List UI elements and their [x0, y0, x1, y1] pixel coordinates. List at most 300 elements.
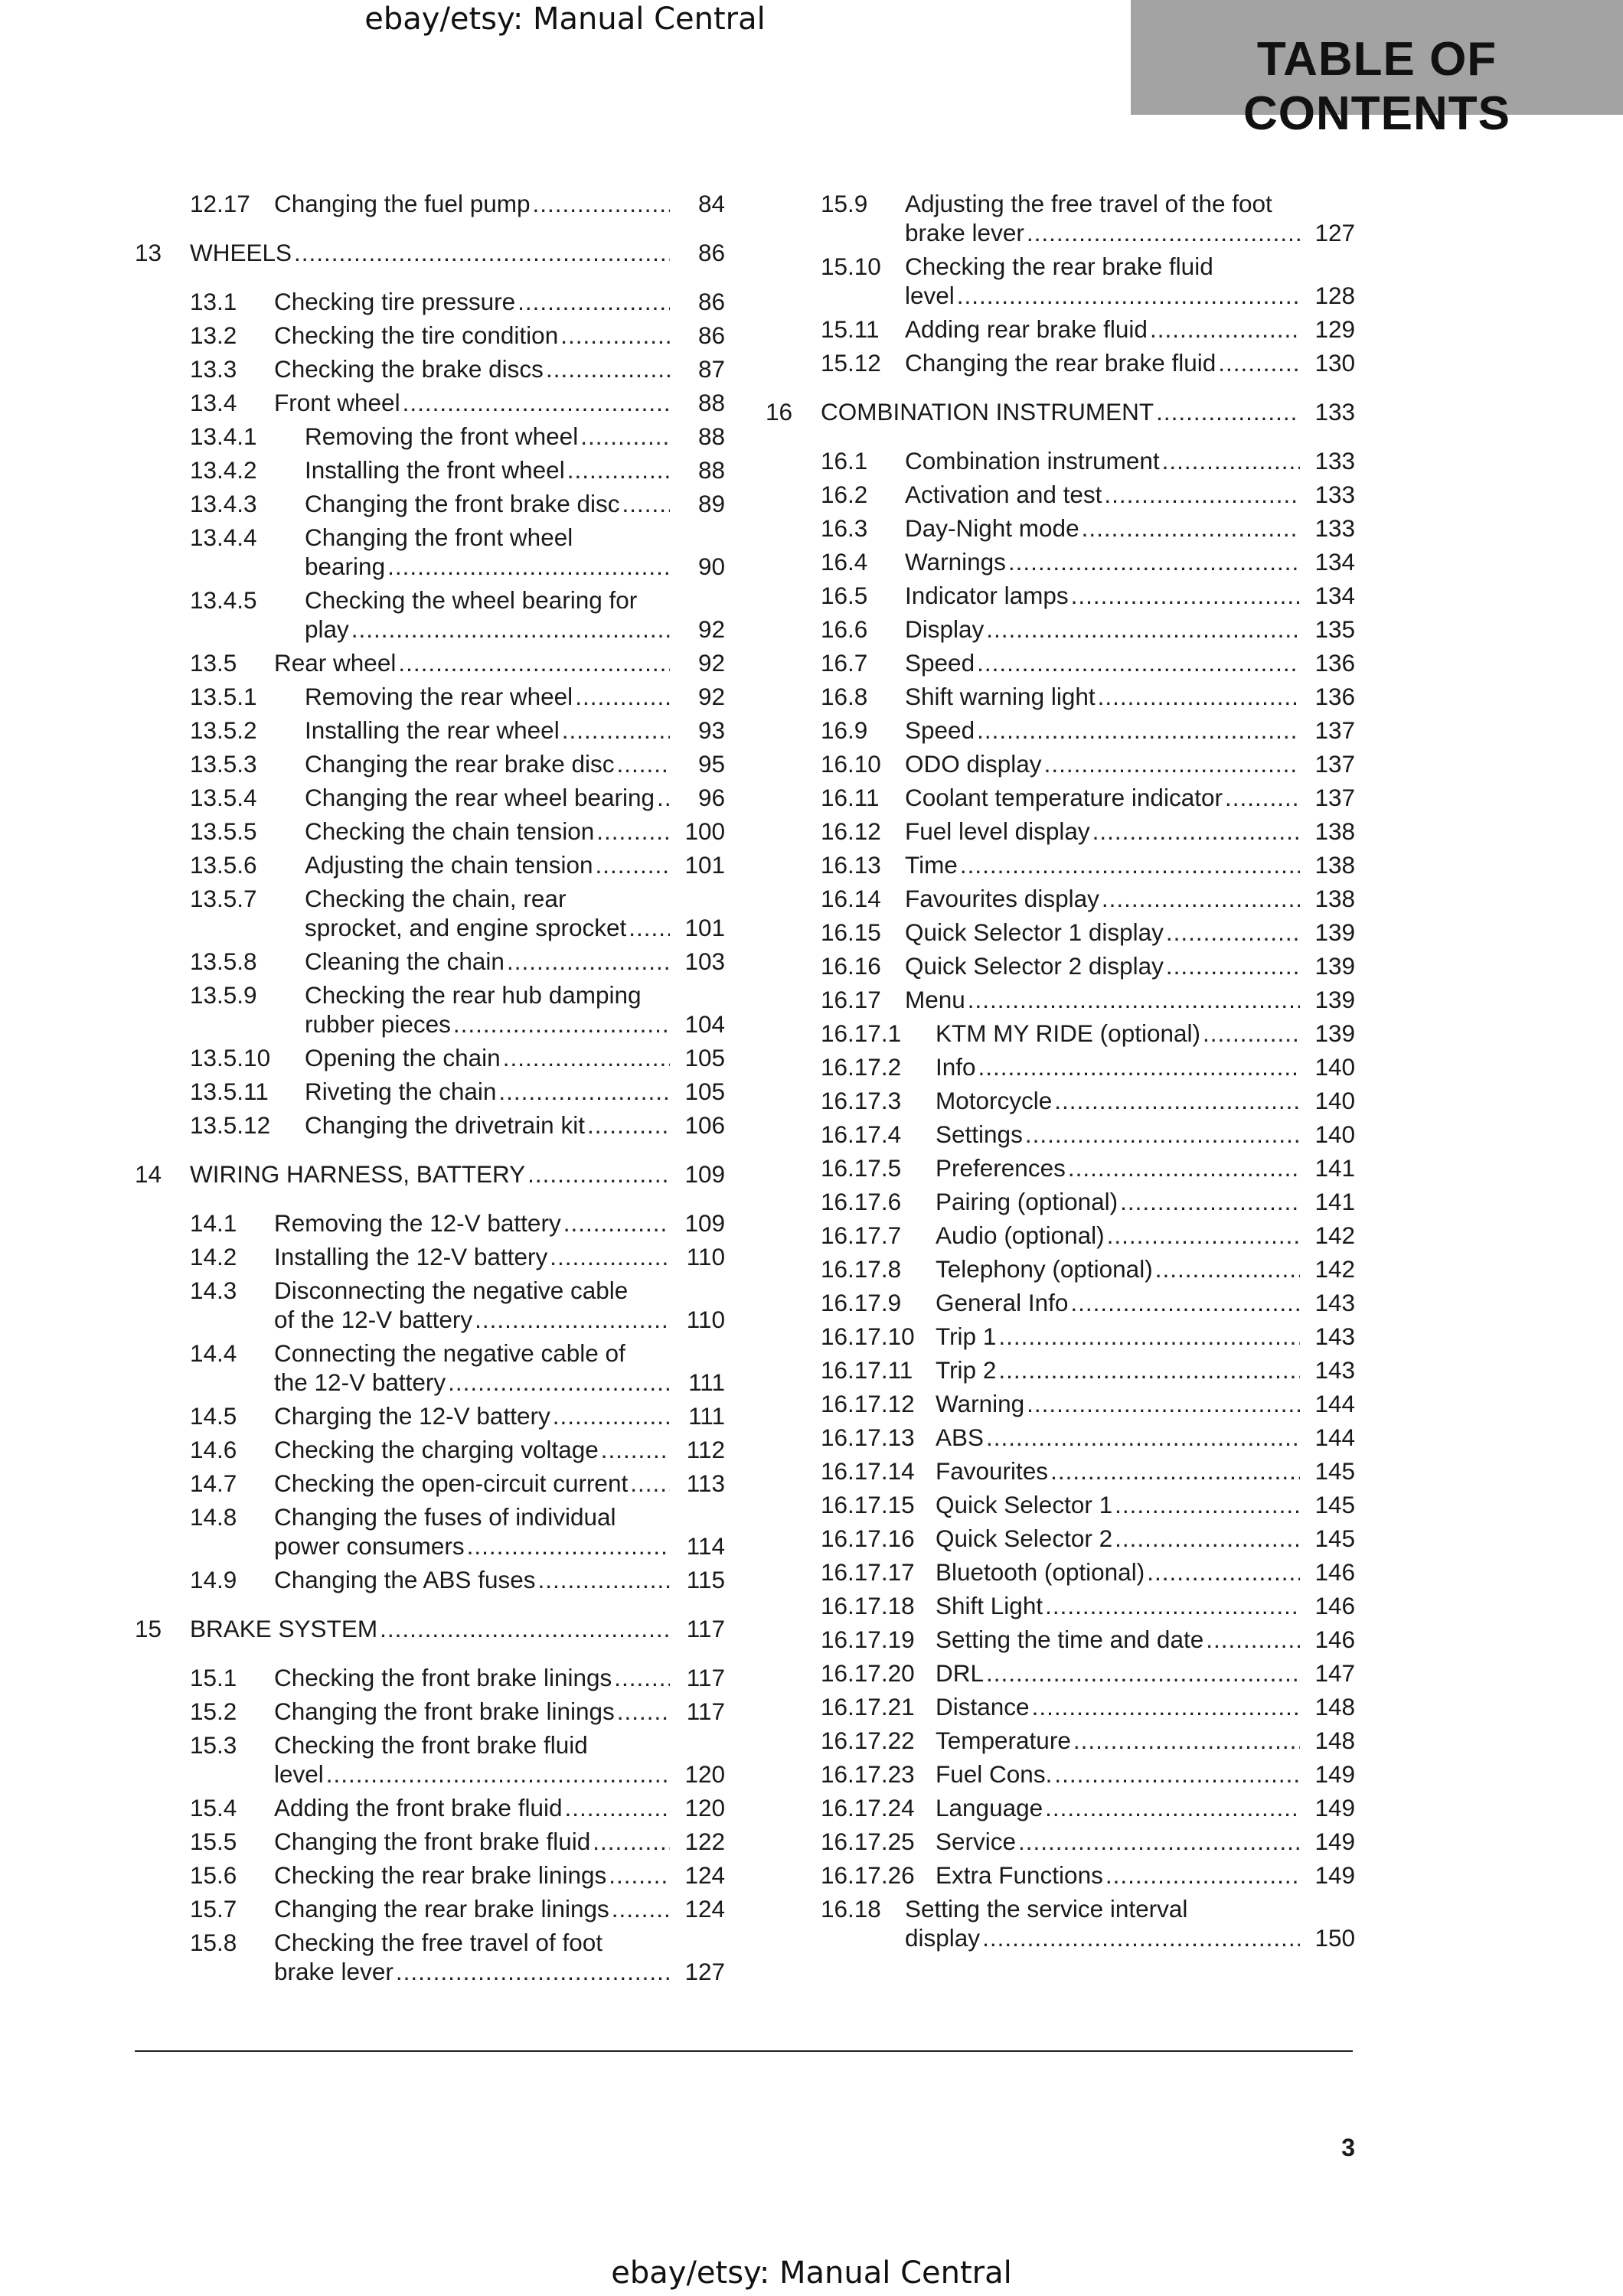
- dot-leader: [622, 487, 671, 520]
- toc-entry[interactable]: [766, 1858, 1355, 1892]
- toc-page-number: 105: [684, 1078, 725, 1105]
- dot-leader: [593, 1825, 670, 1858]
- toc-number: 16.17.14: [821, 1457, 915, 1485]
- toc-page-number: 145: [1314, 1525, 1355, 1552]
- dot-leader: [1032, 1690, 1300, 1724]
- toc-number: 13.5.8: [190, 947, 257, 975]
- dot-leader: [1027, 1387, 1300, 1420]
- toc-entry[interactable]: [135, 352, 725, 386]
- toc-title-continued: level: [274, 1760, 324, 1788]
- dot-leader: [507, 944, 670, 978]
- dot-leader: [1104, 478, 1300, 511]
- dot-leader: [596, 848, 670, 882]
- toc-entry[interactable]: [766, 312, 1355, 346]
- dot-leader: [1203, 1016, 1300, 1050]
- toc-number: 16.17.24: [821, 1794, 915, 1821]
- toc-leader-line: [305, 453, 725, 487]
- toc-number: 16.17.23: [821, 1760, 915, 1788]
- toc-number: 16.17.7: [821, 1221, 902, 1249]
- toc-leader-line: [936, 1117, 1355, 1151]
- toc-entry[interactable]: [135, 646, 725, 680]
- toc-number: 16.8: [821, 683, 868, 710]
- toc-entry[interactable]: [766, 249, 1355, 312]
- toc-number: 16.17.22: [821, 1727, 915, 1754]
- page-number: 3: [1341, 2134, 1355, 2161]
- dot-leader: [1107, 1218, 1300, 1252]
- toc-title: Shift warning light: [905, 683, 1096, 710]
- toc-entry[interactable]: [766, 1623, 1355, 1656]
- dot-leader: [612, 1892, 670, 1926]
- toc-leader-line: [905, 579, 1355, 612]
- dot-leader: [467, 1529, 670, 1563]
- toc-leader-line: [936, 1724, 1355, 1757]
- toc-title: Changing the rear brake linings: [274, 1895, 609, 1923]
- watermark-top: ebay/etsy: Manual Central: [364, 2, 766, 37]
- toc-entry[interactable]: [135, 781, 725, 814]
- toc-number: 14.4: [190, 1339, 237, 1367]
- toc-number: 16.17.13: [821, 1424, 915, 1451]
- dot-leader: [1044, 747, 1300, 781]
- toc-number: 13.5.2: [190, 716, 257, 744]
- toc-entry[interactable]: [766, 1252, 1355, 1286]
- toc-left-column: [135, 187, 725, 1988]
- toc-entry[interactable]: [766, 1825, 1355, 1858]
- toc-entry[interactable]: [766, 1319, 1355, 1353]
- dot-leader: [982, 1921, 1300, 1955]
- toc-entry[interactable]: [766, 1589, 1355, 1623]
- toc-leader-line: [821, 395, 1355, 429]
- toc-leader-line: [936, 1319, 1355, 1353]
- toc-title-continued: play: [305, 615, 349, 643]
- toc-entry[interactable]: [766, 882, 1355, 915]
- toc-page-number: 140: [1314, 1120, 1355, 1148]
- toc-number: 16.17: [821, 986, 881, 1013]
- toc-entry[interactable]: [766, 1757, 1355, 1791]
- toc-entry[interactable]: [135, 978, 725, 1041]
- toc-page-number: 110: [686, 1243, 725, 1270]
- toc-entry[interactable]: [766, 747, 1355, 781]
- toc-chapter[interactable]: [766, 395, 1355, 429]
- toc-title: Removing the front wheel: [305, 422, 579, 450]
- toc-leader-line: [936, 1825, 1355, 1858]
- dot-leader: [977, 713, 1300, 747]
- toc-title: Checking the chain, rear: [305, 885, 567, 912]
- toc-entry[interactable]: [135, 520, 725, 583]
- toc-entry[interactable]: [766, 1724, 1355, 1757]
- toc-page-number: 120: [684, 1794, 725, 1821]
- toc-entry[interactable]: [135, 814, 725, 848]
- toc-title: BRAKE SYSTEM: [190, 1615, 378, 1642]
- toc-page-number: 86: [697, 288, 725, 315]
- toc-leader-line: [905, 279, 1355, 312]
- toc-entry[interactable]: [135, 487, 725, 520]
- toc-entry[interactable]: [135, 318, 725, 352]
- toc-entry[interactable]: [766, 545, 1355, 579]
- toc-title-continued: rubber pieces: [305, 1010, 451, 1038]
- dot-leader: [601, 1433, 670, 1466]
- dot-leader: [1071, 579, 1300, 612]
- toc-entry[interactable]: [766, 1488, 1355, 1521]
- toc-leader-line: [305, 781, 725, 814]
- toc-page-number: 146: [1314, 1558, 1355, 1586]
- dot-leader: [657, 781, 670, 814]
- toc-entry[interactable]: [135, 1661, 725, 1694]
- dot-leader: [580, 419, 670, 453]
- toc-leader-line: [274, 1529, 725, 1563]
- dot-leader: [1115, 1521, 1300, 1555]
- toc-leader-line: [936, 1252, 1355, 1286]
- toc-title: Preferences: [936, 1154, 1066, 1182]
- toc-page-number: 111: [688, 1368, 725, 1396]
- toc-page-number: 147: [1314, 1659, 1355, 1687]
- dot-leader: [1025, 1117, 1300, 1151]
- toc-title: Activation and test: [905, 481, 1102, 508]
- toc-page-number: 136: [1314, 683, 1355, 710]
- toc-entry[interactable]: [135, 1075, 725, 1108]
- dot-leader: [563, 1206, 670, 1240]
- toc-entry[interactable]: [766, 444, 1355, 478]
- toc-entry[interactable]: [135, 747, 725, 781]
- toc-title: Installing the 12-V battery: [274, 1243, 548, 1270]
- toc-leader-line: [905, 680, 1355, 713]
- toc-page-number: 84: [697, 190, 725, 217]
- toc-leader-line: [274, 1303, 725, 1336]
- toc-title: Setting the service interval: [905, 1895, 1188, 1923]
- toc-page-number: 92: [697, 615, 725, 643]
- dot-leader: [986, 1656, 1300, 1690]
- toc-title: Coolant temperature indicator: [905, 784, 1223, 811]
- toc-title: Checking the open-circuit current: [274, 1469, 629, 1497]
- toc-entry[interactable]: [135, 1336, 725, 1399]
- toc-leader-line: [905, 545, 1355, 579]
- dot-leader: [560, 318, 670, 352]
- toc-number: 15.12: [821, 349, 881, 377]
- toc-leader-line: [190, 236, 725, 269]
- toc-page-number: 103: [684, 947, 725, 975]
- toc-entry[interactable]: [135, 419, 725, 453]
- toc-entry[interactable]: [135, 1694, 725, 1728]
- toc-entry[interactable]: [766, 1050, 1355, 1084]
- toc-entry[interactable]: [766, 680, 1355, 713]
- toc-number: 13.4: [190, 389, 237, 416]
- dot-leader: [562, 713, 670, 747]
- toc-leader-line: [305, 1041, 725, 1075]
- toc-page-number: 134: [1314, 548, 1355, 576]
- toc-entry[interactable]: [135, 944, 725, 978]
- toc-chapter[interactable]: [135, 1612, 725, 1645]
- toc-number: 16.17.3: [821, 1087, 902, 1114]
- toc-entry[interactable]: [766, 915, 1355, 949]
- toc-entry[interactable]: [135, 1825, 725, 1858]
- toc-entry[interactable]: [135, 1041, 725, 1075]
- toc-entry[interactable]: [135, 1926, 725, 1988]
- dot-leader: [553, 1399, 670, 1433]
- toc-entry[interactable]: [766, 1185, 1355, 1218]
- dot-leader: [629, 911, 670, 944]
- toc-entry[interactable]: [766, 1555, 1355, 1589]
- toc-title-continued: sprocket, and engine sprocket: [305, 914, 627, 941]
- toc-page-number: 88: [697, 422, 725, 450]
- toc-title: Adding the front brake fluid: [274, 1794, 563, 1821]
- toc-page-number: 137: [1314, 784, 1355, 811]
- dot-leader: [1155, 1252, 1300, 1286]
- toc-page-number: 142: [1314, 1255, 1355, 1283]
- toc-entry[interactable]: [135, 848, 725, 882]
- toc-title: Display: [905, 615, 985, 643]
- toc-entry[interactable]: [766, 1151, 1355, 1185]
- toc-chapter[interactable]: [135, 1157, 725, 1191]
- toc-leader-line: [936, 1387, 1355, 1420]
- toc-title: Quick Selector 2 display: [905, 952, 1164, 980]
- toc-entry[interactable]: [135, 1206, 725, 1240]
- dot-leader: [1045, 1589, 1300, 1623]
- toc-entry[interactable]: [135, 1399, 725, 1433]
- toc-page-number: 120: [684, 1760, 725, 1788]
- toc-entry[interactable]: [766, 1791, 1355, 1825]
- toc-number: 13.5: [190, 649, 237, 677]
- toc-entry[interactable]: [135, 1466, 725, 1500]
- toc-leader-line: [905, 814, 1355, 848]
- toc-entry[interactable]: [766, 1353, 1355, 1387]
- toc-number: 13.2: [190, 321, 237, 349]
- toc-number: 16.17.2: [821, 1053, 902, 1081]
- toc-number: 16.17.11: [821, 1356, 913, 1384]
- dot-leader: [1162, 444, 1300, 478]
- toc-entry[interactable]: [135, 386, 725, 419]
- toc-entry[interactable]: [766, 781, 1355, 814]
- toc-entry[interactable]: [766, 612, 1355, 646]
- toc-entry[interactable]: [135, 1892, 725, 1926]
- toc-right-column: [766, 187, 1355, 1955]
- toc-entry[interactable]: [766, 1084, 1355, 1117]
- toc-entry[interactable]: [135, 713, 725, 747]
- toc-page-number: 128: [1314, 282, 1355, 309]
- dot-leader: [527, 1157, 670, 1191]
- toc-page-number: 124: [684, 1861, 725, 1889]
- dot-leader: [387, 550, 670, 583]
- dot-leader: [1115, 1488, 1300, 1521]
- toc-entry[interactable]: [766, 814, 1355, 848]
- toc-page-number: 109: [684, 1160, 725, 1188]
- toc-entry[interactable]: [135, 583, 725, 646]
- toc-number: 16.17.26: [821, 1861, 915, 1889]
- toc-entry[interactable]: [766, 1387, 1355, 1420]
- toc-leader-line: [274, 1399, 725, 1433]
- toc-number: 15.8: [190, 1929, 237, 1956]
- toc-title: Info: [936, 1053, 976, 1081]
- toc-entry[interactable]: [766, 1521, 1355, 1555]
- toc-entry[interactable]: [135, 1500, 725, 1563]
- toc-page-number: 117: [686, 1615, 725, 1642]
- dot-leader: [498, 1075, 670, 1108]
- toc-page-number: 139: [1314, 1019, 1355, 1047]
- toc-number: 13.1: [190, 288, 237, 315]
- dot-leader: [1150, 312, 1300, 346]
- toc-leader-line: [936, 1016, 1355, 1050]
- dot-leader: [1120, 1185, 1300, 1218]
- dot-leader: [978, 1050, 1300, 1084]
- toc-title: Quick Selector 1: [936, 1491, 1113, 1518]
- toc-page-number: 145: [1314, 1491, 1355, 1518]
- toc-page-number: 137: [1314, 716, 1355, 744]
- toc-page-number: 115: [686, 1566, 725, 1593]
- toc-page-number: 149: [1314, 1760, 1355, 1788]
- toc-number: 14.3: [190, 1277, 237, 1304]
- toc-title-continued: level: [905, 282, 955, 309]
- toc-leader-line: [305, 612, 725, 646]
- toc-entry[interactable]: [766, 1656, 1355, 1690]
- dot-leader: [403, 386, 670, 419]
- toc-leader-line: [905, 747, 1355, 781]
- toc-number: 16.17.19: [821, 1626, 915, 1653]
- toc-leader-line: [936, 1454, 1355, 1488]
- page-title: TABLE OF CONTENTS: [1243, 33, 1510, 140]
- toc-page-number: 124: [684, 1895, 725, 1923]
- toc-title: Checking the rear brake fluid: [905, 253, 1213, 280]
- toc-leader-line: [274, 318, 725, 352]
- toc-number: 15.4: [190, 1794, 237, 1821]
- toc-number: 13.4.5: [190, 586, 257, 614]
- dot-leader: [448, 1365, 670, 1399]
- toc-title: Riveting the chain: [305, 1078, 497, 1105]
- toc-chapter[interactable]: [135, 236, 725, 269]
- toc-entry[interactable]: [766, 511, 1355, 545]
- dot-leader: [617, 1694, 670, 1728]
- toc-page-number: 150: [1314, 1924, 1355, 1952]
- toc-entry[interactable]: [766, 949, 1355, 983]
- dot-leader: [1054, 1757, 1300, 1791]
- toc-entry[interactable]: [766, 187, 1355, 249]
- dot-leader: [398, 646, 670, 680]
- toc-entry[interactable]: [766, 848, 1355, 882]
- toc-entry[interactable]: [135, 1563, 725, 1596]
- toc-number: 13.3: [190, 355, 237, 383]
- toc-entry[interactable]: [766, 478, 1355, 511]
- toc-title-continued: of the 12-V battery: [274, 1306, 473, 1333]
- dot-leader: [1068, 1151, 1300, 1185]
- toc-entry[interactable]: [135, 1791, 725, 1825]
- toc-number: 14.8: [190, 1503, 237, 1531]
- toc-number: 16.18: [821, 1895, 881, 1923]
- dot-leader: [1027, 216, 1300, 249]
- toc-leader-line: [905, 612, 1355, 646]
- toc-title: General Info: [936, 1289, 1069, 1316]
- toc-entry[interactable]: [135, 187, 725, 220]
- toc-number: 16.17.9: [821, 1289, 902, 1316]
- toc-page-number: 133: [1314, 514, 1355, 542]
- toc-number: 14.1: [190, 1209, 237, 1237]
- toc-number: 16.17.20: [821, 1659, 915, 1687]
- toc-entry[interactable]: [135, 1858, 725, 1892]
- toc-number: 16.4: [821, 548, 868, 576]
- dot-leader: [630, 1466, 670, 1500]
- toc-number: 16.7: [821, 649, 868, 677]
- toc-entry[interactable]: [135, 1240, 725, 1274]
- toc-entry[interactable]: [135, 1728, 725, 1791]
- dot-leader: [575, 680, 670, 713]
- toc-title: Checking the front brake fluid: [274, 1731, 588, 1759]
- toc-title: COMBINATION INSTRUMENT: [821, 398, 1154, 426]
- toc-title: ODO display: [905, 750, 1042, 778]
- toc-leader-line: [305, 419, 725, 453]
- toc-number: 16.6: [821, 615, 868, 643]
- toc-title: Front wheel: [274, 389, 400, 416]
- toc-entry[interactable]: [766, 346, 1355, 380]
- toc-title: Adjusting the free travel of the foot: [905, 190, 1272, 217]
- dot-leader: [550, 1240, 670, 1274]
- toc-entry[interactable]: [766, 1454, 1355, 1488]
- toc-entry[interactable]: [766, 1690, 1355, 1724]
- toc-page-number: 137: [1314, 750, 1355, 778]
- toc-entry[interactable]: [135, 882, 725, 944]
- toc-entry[interactable]: [766, 1420, 1355, 1454]
- toc-title: Opening the chain: [305, 1044, 501, 1071]
- toc-entry[interactable]: [766, 713, 1355, 747]
- toc-leader-line: [305, 1007, 725, 1041]
- dot-leader: [1225, 781, 1300, 814]
- toc-number: 15: [135, 1615, 162, 1642]
- dot-leader: [986, 612, 1300, 646]
- toc-number: 13.5.11: [190, 1078, 269, 1105]
- dot-leader: [453, 1007, 670, 1041]
- toc-leader-line: [936, 1555, 1355, 1589]
- toc-title: WHEELS: [190, 239, 292, 266]
- toc-entry[interactable]: [766, 579, 1355, 612]
- toc-number: 15.5: [190, 1828, 237, 1855]
- toc-leader-line: [274, 1466, 725, 1500]
- toc-title-continued: display: [905, 1924, 981, 1952]
- toc-entry[interactable]: [135, 1108, 725, 1142]
- toc-title: Checking the rear brake linings: [274, 1861, 607, 1889]
- toc-entry[interactable]: [135, 680, 725, 713]
- dot-leader: [533, 187, 671, 220]
- toc-page-number: 117: [686, 1664, 725, 1691]
- toc-page-number: 106: [684, 1111, 725, 1139]
- toc-entry[interactable]: [135, 285, 725, 318]
- toc-entry[interactable]: [766, 983, 1355, 1016]
- toc-title: Changing the front wheel: [305, 523, 573, 551]
- dot-leader: [614, 1661, 670, 1694]
- toc-number: 16.17.6: [821, 1188, 902, 1215]
- toc-entry[interactable]: [135, 1274, 725, 1336]
- toc-leader-line: [936, 1791, 1355, 1825]
- toc-entry[interactable]: [766, 646, 1355, 680]
- toc-number: 14.7: [190, 1469, 237, 1497]
- toc-number: 16.2: [821, 481, 868, 508]
- toc-entry[interactable]: [766, 1016, 1355, 1050]
- toc-leader-line: [305, 1075, 725, 1108]
- toc-leader-line: [274, 1825, 725, 1858]
- toc-entry[interactable]: [766, 1286, 1355, 1319]
- dot-leader: [567, 453, 670, 487]
- toc-leader-line: [905, 949, 1355, 983]
- toc-leader-line: [274, 1661, 725, 1694]
- toc-title: Checking tire pressure: [274, 288, 516, 315]
- toc-number: 16.12: [821, 817, 881, 845]
- toc-leader-line: [274, 1757, 725, 1791]
- toc-entry[interactable]: [135, 453, 725, 487]
- toc-leader-line: [936, 1151, 1355, 1185]
- toc-entry[interactable]: [766, 1218, 1355, 1252]
- toc-leader-line: [936, 1690, 1355, 1724]
- toc-number: 13.4.2: [190, 456, 257, 484]
- toc-title: Checking the front brake linings: [274, 1664, 612, 1691]
- toc-entry[interactable]: [135, 1433, 725, 1466]
- toc-entry[interactable]: [766, 1117, 1355, 1151]
- toc-page-number: 149: [1314, 1861, 1355, 1889]
- toc-entry[interactable]: [766, 1892, 1355, 1955]
- toc-number: 15.2: [190, 1698, 237, 1725]
